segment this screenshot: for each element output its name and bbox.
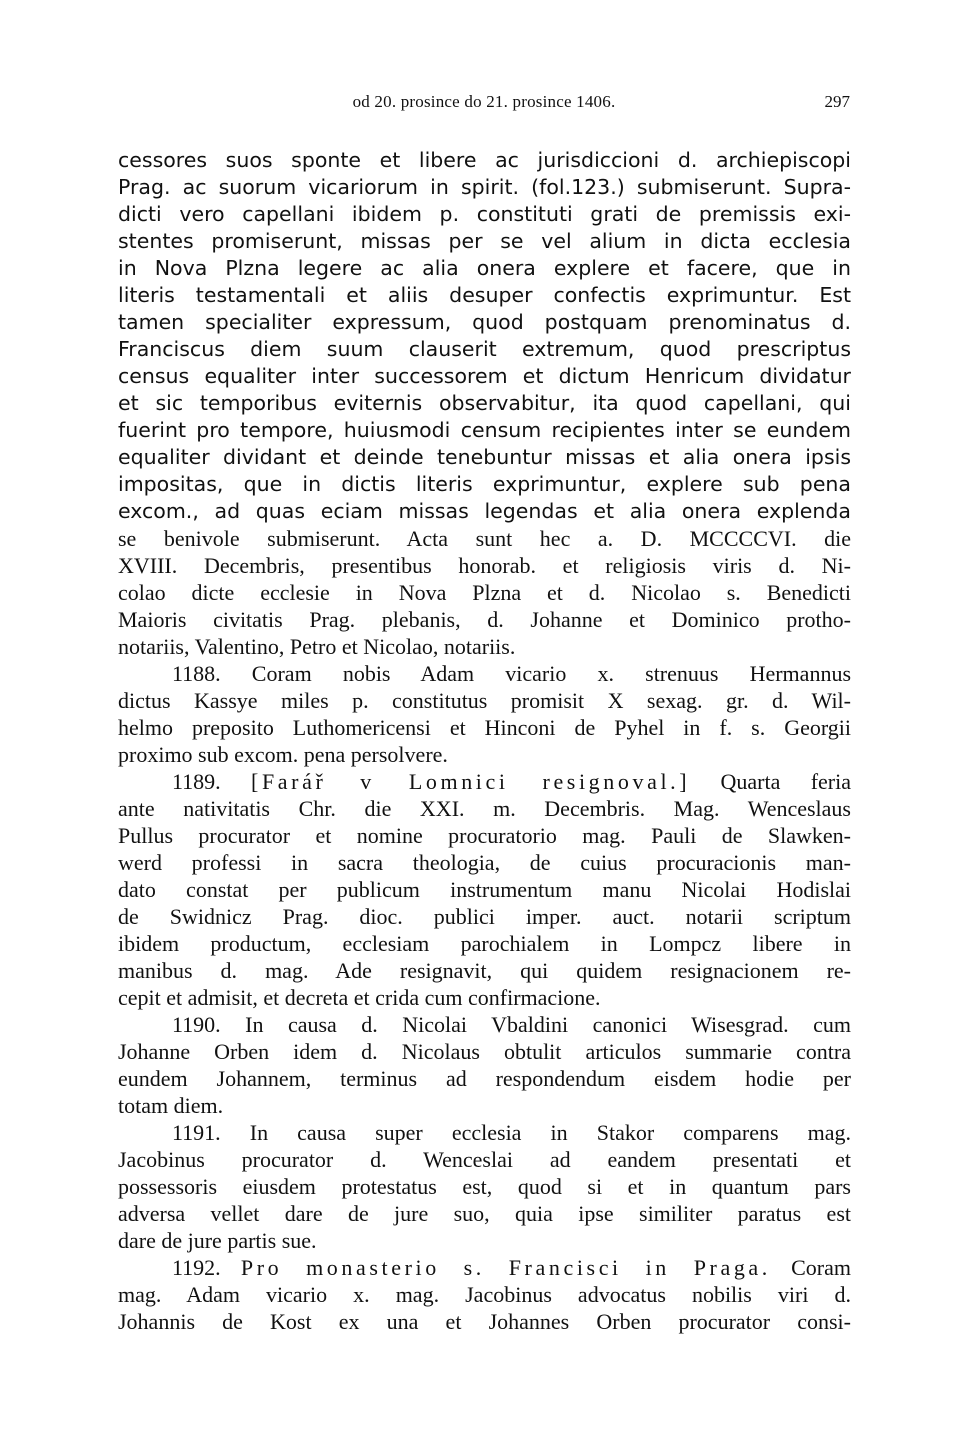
text-line: literis testamentali et aliis desuper confectis exprimuntur. Est	[118, 283, 851, 307]
text-line: possessoris eiusdem protestatus est, quod si et in quantum pars	[118, 1174, 851, 1199]
text-line: notariis, Valentino, Petro et Nicolao, notariis.	[118, 634, 516, 659]
text-line: ibidem productum, ecclesiam parochialem in Lompcz libere in	[118, 931, 851, 956]
text-line: excom., ad quas eciam missas legendas et alia onera explenda	[118, 499, 851, 523]
text-line: fuerint pro tempore, huiusmodi censum recipientes inter se eundem	[118, 418, 851, 442]
text-line: totam diem.	[118, 1093, 224, 1118]
entry-1188-first-line: 1188. Coram nobis Adam vicario x. strenuus Hermannus	[172, 661, 851, 686]
text-line: ante nativitatis Chr. die XXI. m. Decembris. Mag. Wenceslaus	[118, 796, 851, 821]
text-line: helmo preposito Luthomericensi et Hinconi de Pyhel in f. s. Georgii	[118, 715, 851, 740]
text-line: manibus d. mag. Ade resignavit, qui quidem resignacionem re-	[118, 958, 851, 983]
page-number: 297	[824, 92, 850, 111]
text-line: XVIII. Decembris, presentibus honorab. et religiosis viris d. Ni-	[118, 553, 851, 578]
text-line: equaliter dividant et deinde tenebuntur missas et alia onera ipsis	[118, 445, 851, 469]
entry-1189-number: 1189.	[172, 769, 221, 794]
text-line: dictus Kassye miles p. constitutus promisit X sexag. gr. d. Wil-	[118, 688, 851, 713]
text-line: Johanne Orben idem d. Nicolaus obtulit articulos summarie contra	[118, 1039, 851, 1064]
text-line: tamen specialiter expressum, quod postquam prenominatus d.	[118, 310, 851, 334]
entry-1192-number: 1192.	[172, 1255, 221, 1280]
text-line: impositas, que in dictis literis exprimuntur, explere sub pena	[118, 472, 851, 496]
text-line: se benivole submiserunt. Acta sunt hec a. D. MCCCCVI. die	[118, 526, 851, 551]
text-line: dato constat per publicum instrumentum manu Nicolai Hodislai	[118, 877, 851, 902]
running-head	[118, 92, 850, 116]
entry-1189-rubric: [Farář v Lomnici resignoval.]	[251, 769, 691, 794]
entry-1189-rest: Quarta feria	[720, 769, 852, 794]
text-line: in Nova Plzna legere ac alia onera explere et facere, que in	[118, 256, 851, 280]
text-line: Maioris civitatis Prag. plebanis, d. Johanne et Dominico protho-	[118, 607, 851, 632]
entry-1192-first-line	[118, 1254, 851, 1281]
text-line: dare de jure partis sue.	[118, 1228, 317, 1253]
text-line: Jacobinus procurator d. Wenceslai ad eandem presentati et	[118, 1147, 851, 1172]
entry-1189-first-line	[118, 768, 851, 795]
text-line: mag. Adam vicario x. mag. Jacobinus advocatus nobilis viri d.	[118, 1282, 851, 1307]
text-line: Prag. ac suorum vicariorum in spirit. (fol.123.) submiserunt. Supra-	[118, 175, 851, 199]
text-line: colao dicte ecclesie in Nova Plzna et d. Nicolao s. Benedicti	[118, 580, 851, 605]
entry-1191-first-line: 1191. In causa super ecclesia in Stakor comparens mag.	[172, 1120, 851, 1145]
text-line: dicti vero capellani ibidem p. constituti grati de premissis exi-	[118, 202, 851, 226]
entry-1192-rubric: Pro monasterio s. Francisci in Praga.	[240, 1255, 771, 1280]
entry-1192-rest: Coram	[791, 1255, 852, 1280]
text-line: de Swidnicz Prag. dioc. publici imper. auct. notarii scriptum	[118, 904, 851, 929]
text-line: et sic temporibus eviternis observabitur, ita quod capellani, qui	[118, 391, 851, 415]
text-line: proximo sub excom. pena persolvere.	[118, 742, 448, 767]
entry-1190-first-line: 1190. In causa d. Nicolai Vbaldini canonici Wisesgrad. cum	[172, 1012, 851, 1037]
running-title: od 20. prosince do 21. prosince 1406.	[352, 92, 616, 111]
text-line: Pullus procurator et nomine procuratorio mag. Pauli de Slawken-	[118, 823, 851, 848]
body-text	[118, 147, 851, 1335]
text-line: cessores suos sponte et libere ac jurisdiccioni d. archiepiscopi	[118, 148, 851, 172]
text-line: stentes promiserunt, missas per se vel alium in dicta ecclesia	[118, 229, 851, 253]
text-line: Johannis de Kost ex una et Johannes Orben procurator consi-	[118, 1309, 851, 1334]
text-line: census equaliter inter successorem et dictum Henricum dividatur	[118, 364, 851, 388]
text-line: Franciscus diem suum clauserit extremum, quod prescriptus	[118, 337, 851, 361]
text-line: cepit et admisit, et decreta et crida cum confirmacione.	[118, 985, 601, 1010]
text-line: eundem Johannem, terminus ad respondendum eisdem hodie per	[118, 1066, 851, 1091]
text-line: werd professi in sacra theologia, de cuius procuracionis man-	[118, 850, 851, 875]
text-line: adversa vellet dare de jure suo, quia ipse similiter paratus est	[118, 1201, 851, 1226]
